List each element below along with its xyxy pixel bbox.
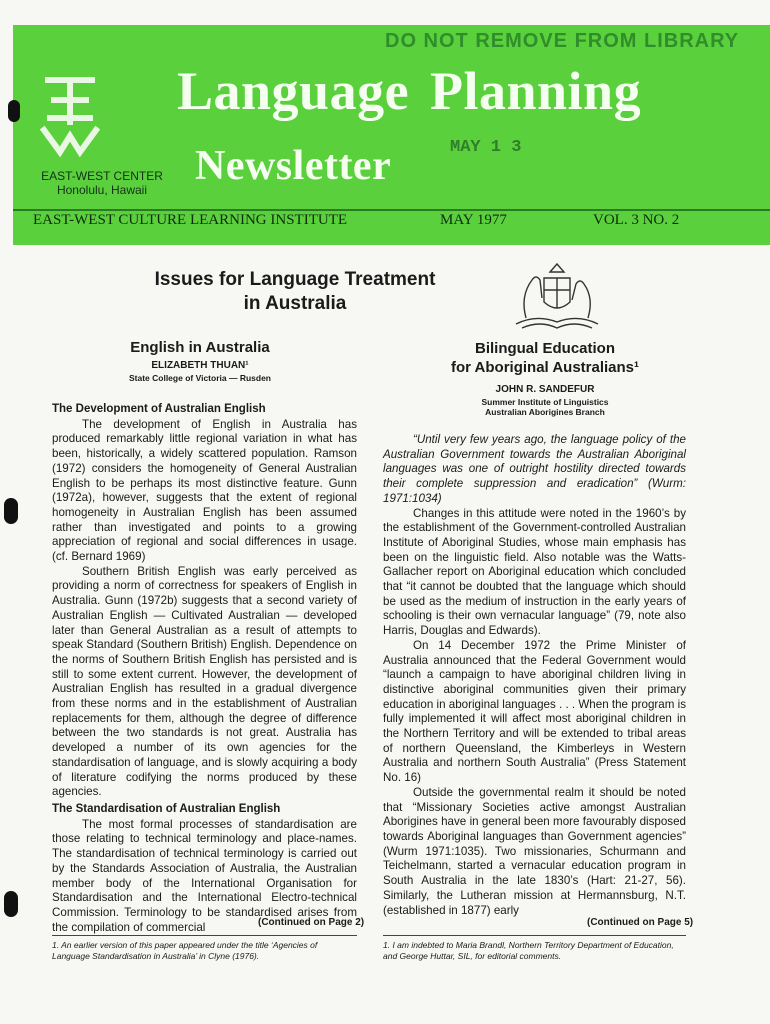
left-footnote-rule — [52, 935, 357, 936]
australian-coat-of-arms — [506, 258, 608, 334]
right-section-heading — [420, 339, 670, 377]
right-footnote: 1. I am indebted to Maria Brandl, Northern Territory Department of Education, and George Huttar, SIL, for editorial comments. — [383, 940, 674, 961]
left-paragraph-3: The most formal processes of standardisation are those relating to technical terminology and place-names. The standardisation of technical terminology is carried out by the Standards Association of Australia, the Australian member body of the International Organisation for Standardisation and the International Electro-technical Commission. Terminology to be standardised arises from the compilation of commercial — [52, 817, 357, 934]
right-footnote-rule — [383, 935, 686, 936]
left-section-heading: English in Australia — [130, 339, 270, 356]
left-footnote: 1. An earlier version of this paper appeared under the title ‘Agencies of Language Standardisation in Australia’ in Clyne (1976). — [52, 940, 318, 961]
right-column-body — [383, 433, 686, 918]
left-paragraph-1: The development of English in Australia has produced remarkably little regional variation in what has been, historically, a widely scattered population. Ramson (1972) considers the homogeneity of General Australian English to be perhaps its most distinctive feature. Gunn (1972a), however, suggests that the extent of regional homogeneity in Australian English has been assumed rather than investigated and points to a growing appreciation of regional and social differences in usage. (cf. Bernard 1969) — [52, 417, 357, 564]
left-continued-note: (Continued on Page 2) — [258, 917, 365, 928]
binder-hole — [8, 100, 20, 122]
left-paragraph-2: Southern British English was early perceived as providing a norm of correctness for speakers of English in Australia. Gunn (1972b) suggests that a second variety of Australian English — Cultivated Australian — developed later than General Australian as a result of attempts to speak Standard (Southern British) English. Dependence on the norms of Southern British English has persisted and is still to some extent current. However, the development of Australian English has resulted in a gradual divergence from these norms and in the establishment of Australian replacements for them, although the degree of difference between the two standards is not great. Australia has developed a number of its own agencies for the standardisation of language, and is slowly acquiring a body of literature codifying the norms produced by these agencies. — [52, 564, 357, 799]
right-continued-note: (Continued on Page 5) — [587, 917, 694, 928]
left-subheading-standardisation: The Standardisation of Australian English — [52, 802, 281, 815]
left-column-body — [52, 400, 357, 935]
right-author: JOHN R. SANDEFUR — [495, 384, 595, 395]
center-line-2: Honolulu, Hawaii — [56, 183, 148, 197]
article-title-line-1: Issues for Language Treatment — [154, 269, 436, 290]
volume-number: VOL. 3 NO. 2 — [593, 212, 680, 228]
issue-date: MAY 1977 — [440, 212, 507, 228]
binder-hole — [4, 498, 18, 524]
right-paragraph-2: On 14 December 1972 the Prime Minister of Australia announced that the Federal Government would “launch a campaign to have aboriginal children living in distinctive aboriginal communities given their primary education in aboriginal languages . . . When the program is fully implemented it will affect most aboriginal children in the Northern Territory and will be extended to tribal areas of northern Queensland, the Kimberleys in Western Australia and northern South Australia” (Press Statement No. 16) — [383, 638, 686, 785]
left-subheading-development: The Development of Australian English — [52, 403, 266, 415]
center-line-1: EAST-WEST CENTER — [41, 169, 163, 183]
right-heading-line-2: for Aboriginal Australians¹ — [450, 359, 640, 376]
right-affiliation-line-1: Summer Institute of Linguistics — [481, 397, 609, 407]
title-word-planning: Planning — [430, 61, 642, 121]
right-heading-line-1: Bilingual Education — [474, 340, 615, 357]
institute-name: EAST-WEST CULTURE LEARNING INSTITUTE — [33, 212, 348, 228]
right-opening-quote: “Until very few years ago, the language policy of the Australian Government towards the Australian Aboriginal languages was one of outright hostility directed towards their complete suppression and eradication” (Wurm: 1971:1034) — [383, 433, 686, 505]
east-west-center-logo — [40, 72, 100, 162]
left-affiliation: State College of Victoria — Rusden — [128, 373, 271, 383]
article-title — [110, 268, 480, 316]
received-stamp-date: MAY 1 3 — [450, 138, 522, 157]
title-word-newsletter: Newsletter — [195, 143, 392, 189]
binder-hole — [4, 891, 18, 917]
article-title-line-2: in Australia — [243, 293, 347, 314]
right-affiliation-line-2: Australian Aborigines Branch — [485, 407, 605, 417]
east-west-center-label — [32, 169, 172, 197]
left-author: ELIZABETH THUAN¹ — [151, 360, 249, 371]
title-word-language: Language — [177, 61, 410, 121]
right-affiliation — [420, 397, 670, 417]
right-paragraph-3: Outside the governmental realm it should be noted that “Missionary Societies active amongst Australian Aborigines have in general been more favourably disposed towards Aboriginal languages than Government agencies” (Wurm 1971:1035). Two missionaries, Schurmann and Teichelmann, started a vernacular education program in South Australia in the late 1830’s (Hart: 21-27, 56). Similarly, the Lutheran mission at Hermannsburg, N.T. (established in 1877) early — [383, 785, 686, 917]
right-paragraph-1: Changes in this attitude were noted in the 1960’s by the establishment of the Government-controlled Australian Institute of Aboriginal Studies, whose main emphasis has been on the linguistic field. Also notable was the Watts-Gallacher report on Aboriginal education which concluded that “it cannot be doubted that the language which should be used as the medium of instruction in the early years of schooling is their own vernacular language” (79, note also Harris, Douglas and Edwards). — [383, 506, 686, 638]
library-stamp: DO NOT REMOVE FROM LIBRARY — [385, 30, 740, 52]
